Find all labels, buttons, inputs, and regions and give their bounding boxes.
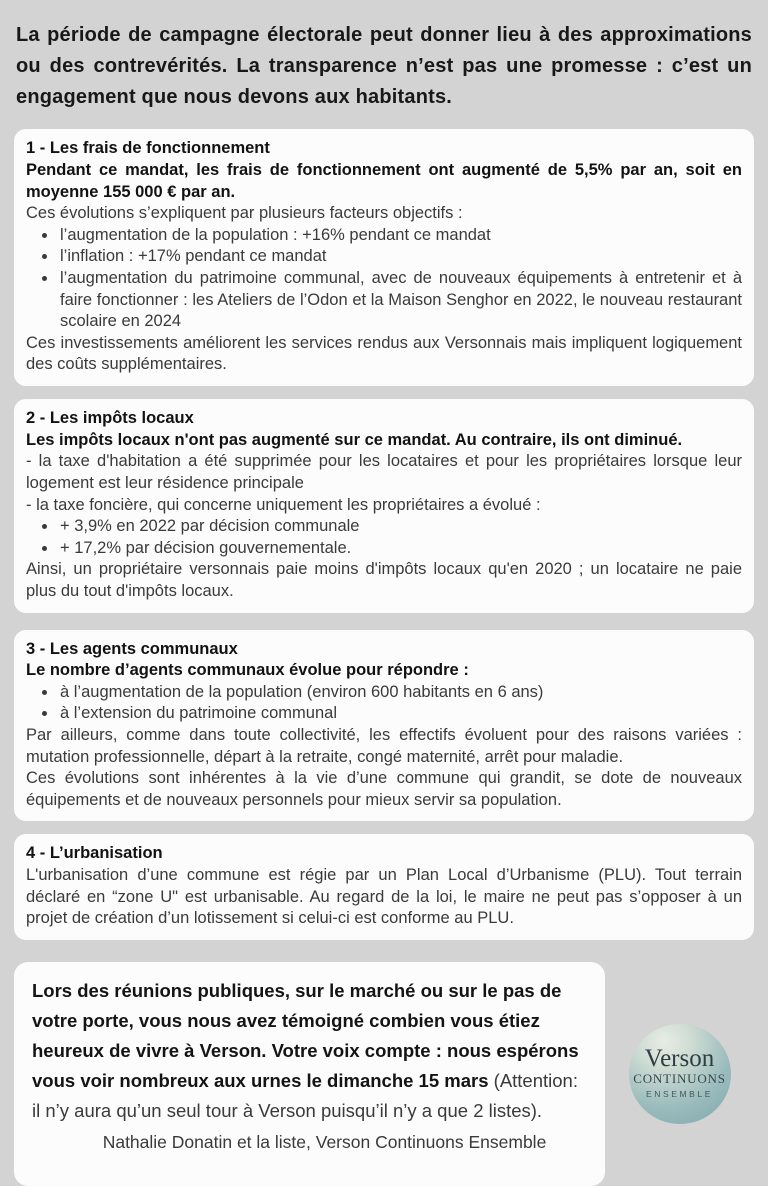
bullet-list xyxy=(26,225,742,333)
verson-continuons-ensemble-logo xyxy=(629,1024,731,1124)
signature-line: Nathalie Donatin et la liste, Verson Continuons Ensemble xyxy=(102,1131,547,1152)
bullet-list xyxy=(26,682,742,725)
card-text: Ces évolutions s’expliquent par plusieurs facteurs objectifs : xyxy=(26,204,463,223)
footer-row xyxy=(14,962,754,1186)
card-lead: Le nombre d’agents communaux évolue pour répondre : xyxy=(26,661,469,680)
logo-container xyxy=(605,1024,754,1124)
card-title: 2 - Les impôts locaux xyxy=(26,409,194,428)
card-lead: Pendant ce mandat, les frais de fonctionnement ont augmenté de 5,5% par an, soit en moyenne 155 000 € par an. xyxy=(26,161,742,201)
dash-item: - la taxe foncière, qui concerne uniquement les propriétaires a évolué : xyxy=(26,495,541,514)
bullet-list xyxy=(26,516,742,559)
card-title: 4 - L’urbanisation xyxy=(26,844,163,863)
bullet-item: • à l’augmentation de la population (environ 600 habitants en 6 ans) xyxy=(58,682,742,704)
closing-message-bold: Lors des réunions publiques, sur le marché ou sur le pas de votre porte, vous nous avez témoigné combien vous étiez heureux de vivre à Verson. Votre voix compte : nous espérons vous voir nombreux aux urnes le dimanche 15 mars xyxy=(32,979,579,1091)
card-title: 1 - Les frais de fonctionnement xyxy=(26,139,270,158)
card-closing: Ainsi, un propriétaire versonnais paie moins d'impôts locaux qu'en 2020 ; un locataire ne paie plus du tout d'impôts locaux. xyxy=(26,560,742,600)
card-text: L'urbanisation d’une commune est régie par un Plan Local d’Urbanisme (PLU). Tout terrain déclaré en “zone U" est urbanisable. Au regard de la loi, le maire ne peut pas s’opposer à un projet de création d’un lotissement si celui-ci est conforme au PLU. xyxy=(26,866,742,928)
closing-message-card xyxy=(14,962,605,1186)
bullet-item: • + 3,9% en 2022 par décision communale xyxy=(58,516,742,538)
card-closing: Ces évolutions sont inhérentes à la vie d’une commune qui grandit, se dote de nouveaux équipements et de nouveaux personnels pour mieux servir sa population. xyxy=(26,769,742,809)
info-card-operating-costs xyxy=(14,129,754,386)
info-card-municipal-staff xyxy=(14,630,754,822)
card-closing: Ces investissements améliorent les services rendus aux Versonnais mais impliquent logiquement des coûts supplémentaires. xyxy=(26,333,742,374)
bullet-item: • l’augmentation du patrimoine communal, avec de nouveaux équipements à entretenir et à faire fonctionner : les Ateliers de l’Odon et la Maison Senghor en 2022, le nouveau restaurant scolaire en 2024 xyxy=(58,268,742,333)
closing-message xyxy=(32,976,587,1126)
logo-tagline: ENSEMBLE xyxy=(645,1089,714,1100)
logo-subtitle: CONTINUONS xyxy=(633,1071,726,1087)
bullet-item: • l’augmentation de la population : +16% pendant ce mandat xyxy=(58,225,742,247)
card-title: 3 - Les agents communaux xyxy=(26,639,238,658)
intro-paragraph: La période de campagne électorale peut donner lieu à des approximations ou des contrevérités. La transparence n’est pas une promesse : c’est un engagement que nous devons aux habitants. xyxy=(16,24,752,108)
bullet-item: • + 17,2% par décision gouvernementale. xyxy=(58,538,742,560)
closing-message-note: (Attention: il n’y aura qu’un seul tour à Verson puisqu’il n’y a que 2 listes). xyxy=(32,1069,578,1121)
dash-item: - la taxe d'habitation a été supprimée pour les locataires et pour les propriétaires lorsque leur logement est leur résidence principale xyxy=(26,452,742,492)
card-lead: Les impôts locaux n'ont pas augmenté sur ce mandat. Au contraire, ils ont diminué. xyxy=(26,430,683,449)
bullet-item: • l’inflation : +17% pendant ce mandat xyxy=(58,246,742,268)
bullet-item: • à l’extension du patrimoine communal xyxy=(58,703,742,725)
info-card-urbanization xyxy=(14,834,754,939)
card-text: Par ailleurs, comme dans toute collectivité, les effectifs évoluent pour des raisons variées : mutation professionnelle, départ à la retraite, congé maternité, arrêt pour maladie. xyxy=(26,726,742,766)
logo-title: Verson xyxy=(644,1045,715,1073)
spacer xyxy=(14,626,754,630)
info-card-local-taxes xyxy=(14,399,754,612)
